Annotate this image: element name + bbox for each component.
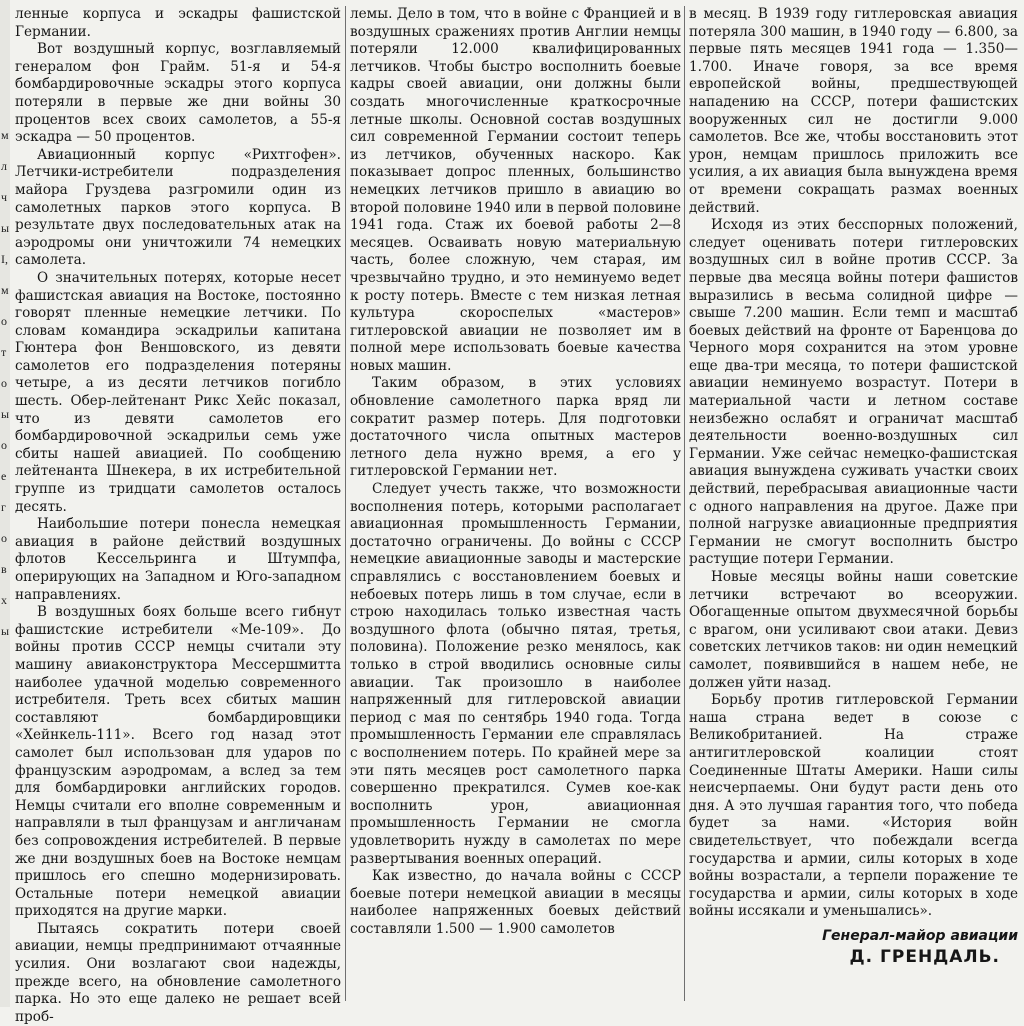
edge-fragment-letter: ч [1,190,8,204]
adjacent-column-edge [0,0,10,1007]
edge-fragment-letter: ы [1,221,10,235]
paragraph: Авиационный корпус «Рихтгофен». Летчики-истребители подразделения майора Груздева разгромили один из самолетных парков этого корпуса. В результате двух последовательных атак на аэродромы они уничтожили 74 немецких самолета. [15,146,341,269]
column-rule [345,6,346,1001]
edge-fragment-letter: о [1,531,7,545]
edge-fragment-letter: м [1,128,9,142]
paragraph: в месяц. В 1939 году гитлеровская авиация потеряла 300 машин, в 1940 году — 6.800, за первые пять месяцев 1941 года — 1.350—1.700. Иначе говоря, за все время европейской войны, предшествующей нападению на СССР, потери фашистских вооруженных сил не достигли 9.000 самолетов. Все же, чтобы восстановить этот урон, немцам пришлось приложить все усилия, а их авиация была вынуждена время от времени сокращать размах военных действий. [689,6,1018,216]
article-column-1 [15,6,341,1025]
paragraph: Следует учесть также, что возможности восполнения потерь, которыми располагает авиационная промышленность Германии, достаточно ограничены. До войны с СССР немецкие авиационные заводы и мастерские справлялись с восстановлением боевых и небоевых потерь лишь в том случае, если в строю находилась только известная часть воздушного флота (обычно пятая, третья, половина). Положение резко менялось, как только в строй вводились основные силы авиации. Так произошло в наиболее напряженный для гитлеровской авиации период с мая по сентябрь 1940 года. Тогда промышленность Германии еле справлялась с восполнением потерь. По крайней мере за эти пять месяцев рост самолетного парка совершенно прекратился. Сумев кое-как восполнить урон, авиационная промышленность Германии не смогла удовлетворить нужду в самолетах по мере развертывания военных операций. [350,481,681,867]
author-name: Д. ГРЕНДАЛЬ. [849,946,1000,967]
author-rank: Генерал-майор авиации [822,927,1018,944]
edge-fragment-letter: т [1,345,7,359]
paragraph: Таким образом, в этих условиях обновление самолетного парка вряд ли сократит размер потерь. Для подготовки достаточного числа опытных мастеров летного дела нужно время, а его у гитлеровской Германии нет. [350,375,681,480]
edge-fragment-letter: х [1,593,7,607]
edge-fragment-letter: I, [1,252,8,266]
paragraph: Новые месяцы войны наши советские летчики встречают во всеоружии. Обогащенные опытом двухмесячной борьбы с врагом, они усиливают свои атаки. Девиз советских летчиков таков: ни один немецкий самолет, появившийся в нашем небе, не должен уйти назад. [689,569,1018,691]
paragraph: О значительных потерях, которые несет фашистская авиация на Востоке, постоянно говорят пленные немецкие летчики. По словам командира эскадрильи капитана Гюнтера фон Веншовского, из девяти самолетов его подразделения потеряны четыре, а из десяти летчиков погибло шесть. Обер-лейтенант Рикс Хейс показал, что из девяти самолетов его бомбардировочной эскадрильи семь уже сбиты нашей авиацией. По сообщению лейтенанта Шнекера, в их истребительной группе из тридцати самолетов осталось десять. [15,269,341,515]
paragraph: В воздушных боях больше всего гибнут фашистские истребители «Ме-109». До войны против СССР немцы считали эту машину авиаконструктора Мессершмитта наиболее удачной моделью современного истребителя. Треть всех сбитых машин составляют бомбардировщики «Хейнкель-111». Всего год назад этот самолет был использован для ударов по французским аэродромам, а вслед за тем для бомбардировки английских городов. Немцы считали его вполне современным и направляли в тыл французам и англичанам без сопровождения истребителей. В первые же дни воздушных боев на Востоке немцам пришлось его спешно модернизировать. Остальные потери немецкой авиации приходятся на другие марки. [15,604,341,920]
column-rule [684,6,685,1001]
paragraph: Как известно, до начала войны с СССР боевые потери немецкой авиации в месяцы наиболее напряженных боевых действий составляли 1.500 — 1.900 самолетов [350,868,681,937]
paragraph: Пытаясь сократить потери своей авиации, немцы предпринимают отчаянные усилия. Они возлагают свои надежды, прежде всего, на обновление самолетного парка. Но это еще далеко не решает всей проб- [15,920,341,1025]
edge-fragment-letter: о [1,314,7,328]
paragraph: Борьбу против гитлеровской Германии наша страна ведет в союзе с Великобританией. На страже антигитлеровской коалиции стоят Соединенные Штаты Америки. Наши силы неисчерпаемы. Они будут расти день ото дня. А это лучшая гарантия того, что победа будет за нами. «История войн свидетельствует, что побеждали всегда государства и армии, силы которых в ходе войны возрастали, а терпели поражение те государства и армии, силы которых в ходе войны иссякали и уменьшались». [689,692,1018,920]
paragraph: Наибольшие потери понесла немецкая авиация в районе действий воздушных флотов Кессельринга и Штумпфа, оперирующих на Западном и Юго-западном направлениях. [15,516,341,603]
paragraph: ленные корпуса и эскадры фашистской Германии. [15,6,341,40]
paragraph: Вот воздушный корпус, возглавляемый генералом фон Грайм. 51-я и 54-я бомбардировочные эскадры этого корпуса потеряли в первые же дни войны 30 процентов всех своих самолетов, а 55-я эскадра — 50 процентов. [15,41,341,146]
edge-fragment-letter: ы [1,407,10,421]
edge-fragment-letter: ы [1,624,10,638]
edge-fragment-letter: г [1,500,6,514]
edge-fragment-letter: о [1,376,7,390]
paragraph: лемы. Дело в том, что в войне с Францией и в воздушных сражениях против Англии немцы потеряли 12.000 квалифицированных летчиков. Чтобы быстро восполнить боевые кадры своей авиации, они должны были создать многочисленные краткосрочные летные школы. Основной состав воздушных сил современной Германии состоит теперь из летчиков, обученных наскоро. Как показывает допрос пленных, большинство немецких летчиков пришло в авиацию во второй половине 1940 или в первой половине 1941 года. Стаж их боевой работы 2—8 месяцев. Осваивать новую материальную часть, более сложную, чем старая, им чрезвычайно трудно, и это неминуемо ведет к росту потерь. Вместе с тем низкая летная культура скороспелых «мастеров» гитлеровской авиации не позволяет им в полной мере использовать боевые качества новых машин. [350,6,681,374]
edge-fragment-letter: л [1,159,7,173]
edge-fragment-letter: о [1,438,7,452]
article-column-2 [350,6,681,1001]
edge-fragment-letter: в [1,562,7,576]
edge-fragment-letter: м [1,283,9,297]
paragraph: Исходя из этих бесспорных положений, следует оценивать потери гитлеровских воздушных сил в войне против СССР. За первые два месяца войны потери фашистов выразились в весьма солидной цифре — свыше 7.200 машин. Если темп и масштаб боевых действий на фронте от Баренцова до Черного моря сохранится на этом уровне еще два-три месяца, то потери фашистской авиации неминуемо возрастут. Потери в материальной части и летном составе неизбежно ослабят и ограничат масштаб деятельности военно-воздушных сил Германии. Уже сейчас немецко-фашистская авиация вынуждена суживать участки своих действий, перебрасывая авиационные части с одного направления на другое. Даже при полной нагрузке авиационные предприятия Германии не смогут восполнить быстро растущие потери Германии. [689,217,1018,568]
edge-fragment-letter: е [1,469,7,483]
article-column-3 [689,6,1018,1001]
